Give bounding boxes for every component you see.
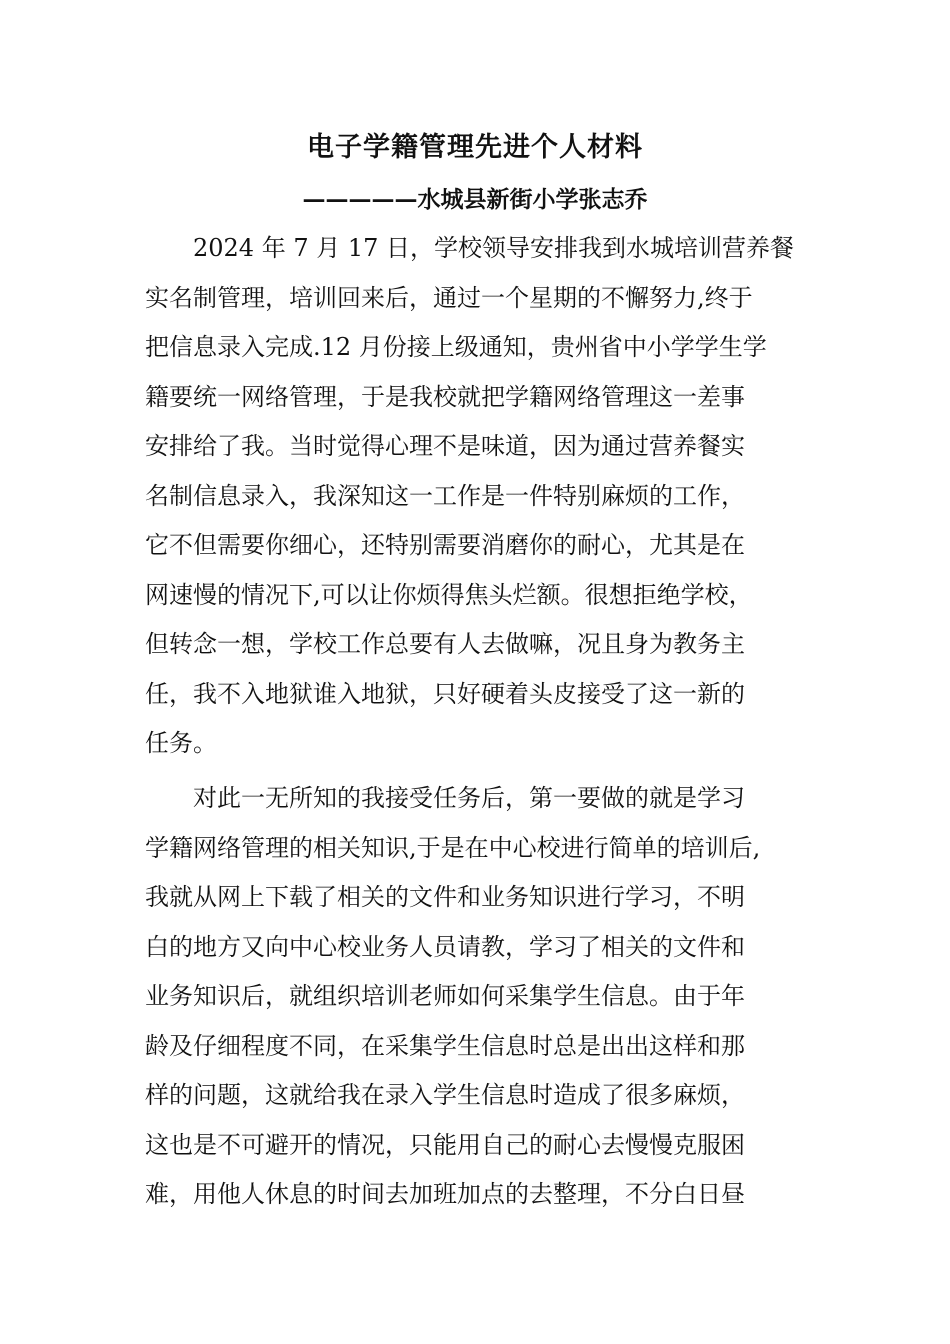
paragraph-line: 学籍网络管理的相关知识,于是在中心校进行简单的培训后, <box>145 833 761 862</box>
paragraph-line: 实名制管理，培训回来后，通过一个星期的不懈努力,终于 <box>145 283 753 312</box>
paragraph-line: 籍要统一网络管理，于是我校就把学籍网络管理这一差事 <box>145 382 745 411</box>
paragraph-line: 网速慢的情况下,可以让你烦得焦头烂额。很想拒绝学校， <box>145 580 753 609</box>
paragraph-line: 但转念一想，学校工作总要有人去做嘛，况且身为教务主 <box>145 630 745 658</box>
paragraph-2 <box>145 774 805 1220</box>
paragraph-line: 龄及仔细程度不同，在采集学生信息时总是出出这样和那 <box>145 1031 745 1060</box>
paragraph-line: 我就从网上下载了相关的文件和业务知识进行学习，不明 <box>145 883 745 911</box>
paragraph-1 <box>145 224 805 769</box>
paragraph-line: 白的地方又向中心校业务人员请教，学习了相关的文件和 <box>145 932 745 961</box>
paragraph-line: 这也是不可避开的情况，只能用自己的耐心去慢慢克服困 <box>145 1130 745 1159</box>
paragraph-line: 对此一无所知的我接受任务后，第一要做的就是学习 <box>193 784 745 812</box>
paragraph-line: 样的问题，这就给我在录入学生信息时造成了很多麻烦， <box>145 1081 745 1109</box>
document-subtitle: —————水城县新街小学张志乔 <box>302 186 648 213</box>
paragraph-line: 把信息录入完成.12 月份接上级通知，贵州省中小学学生学 <box>145 333 767 361</box>
paragraph-line: 它不但需要你细心，还特别需要消磨你的耐心，尤其是在 <box>145 531 745 559</box>
paragraph-line: 难，用他人休息的时间去加班加点的去整理，不分白日昼 <box>145 1180 745 1208</box>
paragraph-line: 业务知识后，就组织培训老师如何采集学生信息。由于年 <box>145 982 745 1010</box>
paragraph-line: 名制信息录入，我深知这一工作是一件特别麻烦的工作， <box>145 481 745 510</box>
paragraph-line: 任，我不入地狱谁入地狱，只好硬着头皮接受了这一新的 <box>145 679 745 708</box>
paragraph-line: 任务。 <box>145 729 217 757</box>
paragraph-line: 2024 年 7 月 17 日，学校领导安排我到水城培训营养餐 <box>193 234 795 262</box>
document-title: 电子学籍管理先进个人材料 <box>307 132 643 163</box>
paragraph-line: 安排给了我。当时觉得心理不是味道，因为通过营养餐实 <box>145 432 745 460</box>
